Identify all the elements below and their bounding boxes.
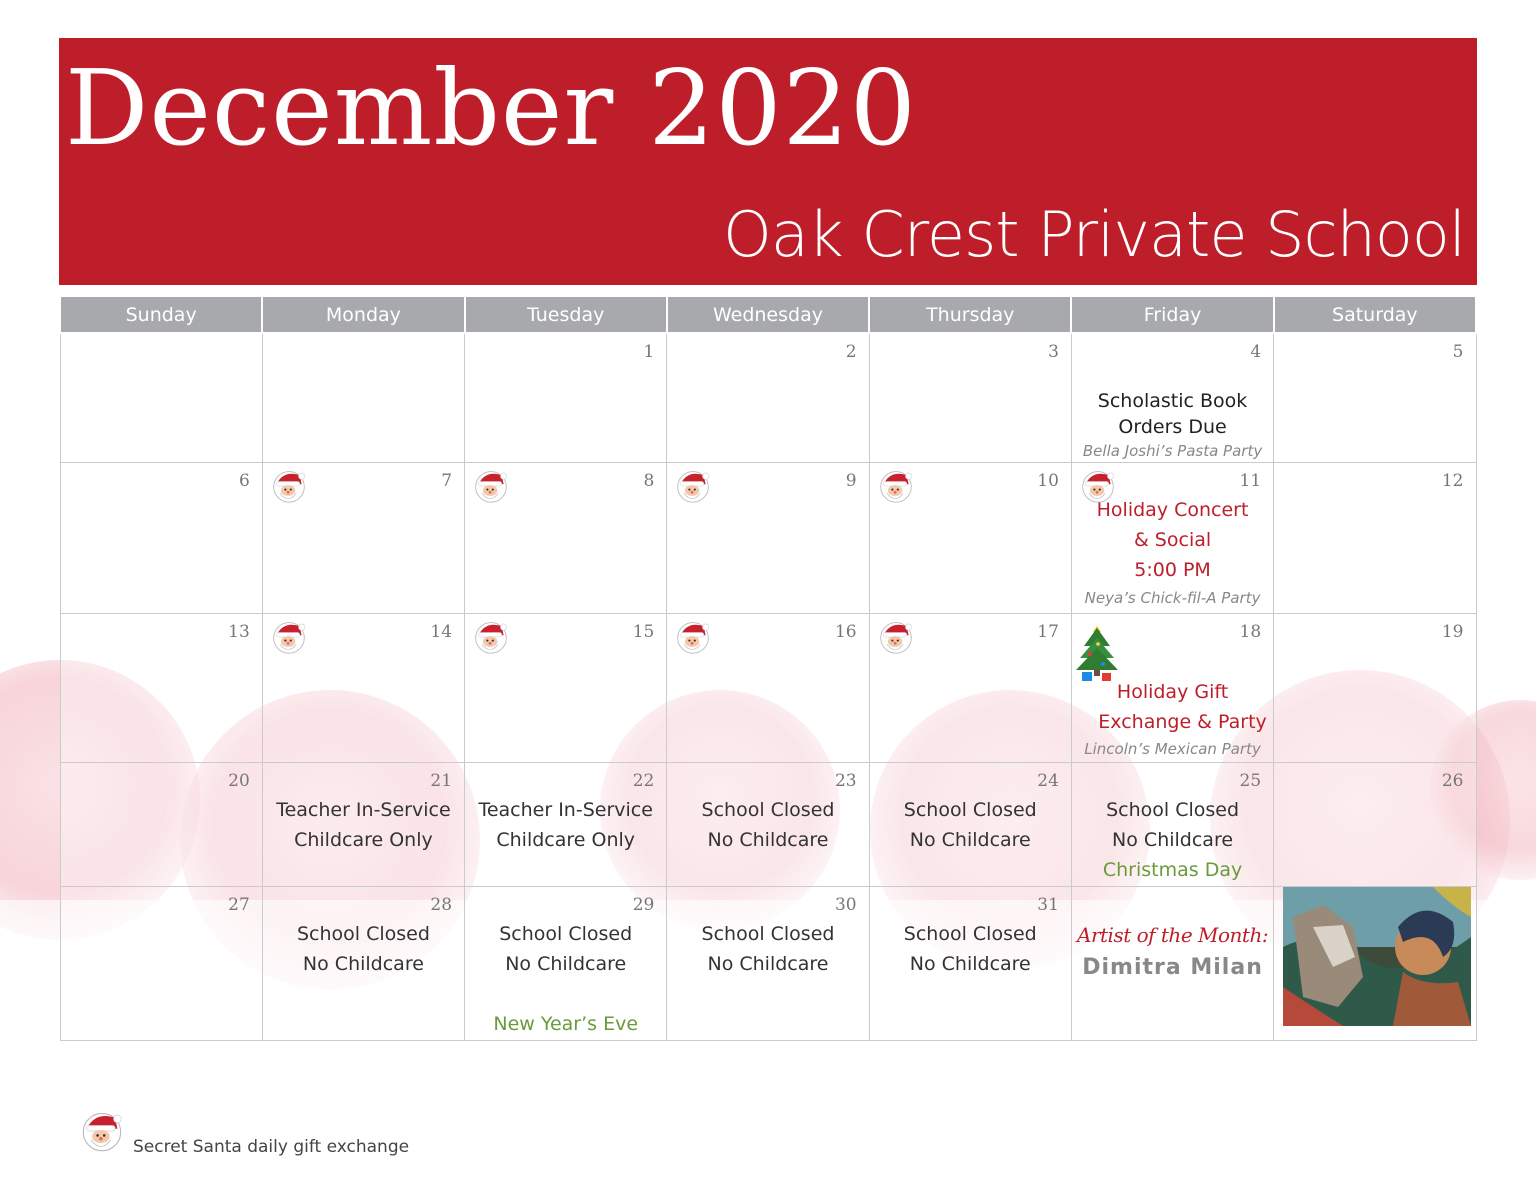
day-number: 11 — [1239, 471, 1262, 491]
day-number: 10 — [1037, 471, 1059, 491]
event-text: & Social — [1133, 529, 1212, 551]
day-number: 14 — [430, 622, 453, 642]
school-name: Oak Crest Private School — [723, 198, 1465, 271]
event-text: 5:00 PM — [1134, 559, 1211, 581]
day-cell-9 — [667, 463, 869, 614]
event-text: School Closed — [903, 923, 1037, 945]
artwork-image — [1283, 887, 1471, 1026]
artist-name: Dimitra Milan — [1082, 955, 1263, 980]
day-cell-3 — [869, 333, 1071, 463]
weekday-monday: Monday — [262, 296, 464, 333]
day-number: 25 — [1239, 771, 1262, 791]
day-cell-7 — [262, 463, 464, 614]
day-number: 19 — [1441, 622, 1464, 642]
santa-icon — [473, 619, 509, 655]
day-number: 31 — [1037, 895, 1059, 915]
day-cell-21 — [262, 763, 464, 887]
party-note: Neya’s Chick-fil-A Party — [1084, 589, 1261, 607]
day-number: 28 — [430, 895, 453, 915]
day-cell-29 — [465, 887, 667, 1041]
day-number: 15 — [632, 622, 655, 642]
day-cell-19 — [1274, 614, 1476, 763]
header-banner — [59, 38, 1477, 285]
event-text: School Closed — [296, 923, 430, 945]
day-number: 5 — [1452, 342, 1464, 362]
day-cell-empty — [262, 333, 464, 463]
day-cell-5 — [1274, 333, 1476, 463]
day-cell-16 — [667, 614, 869, 763]
party-note: Bella Joshi’s Pasta Party — [1082, 442, 1263, 460]
event-text: No Childcare — [302, 953, 424, 975]
day-cell-12 — [1274, 463, 1476, 614]
day-cell-23 — [667, 763, 869, 887]
day-number: 17 — [1037, 622, 1059, 642]
day-number: 8 — [643, 471, 655, 491]
week-row-3 — [60, 614, 1476, 763]
calendar-grid — [59, 295, 1477, 1041]
day-cell-4 — [1071, 333, 1273, 463]
day-cell-17 — [869, 614, 1071, 763]
event-text: Holiday Gift — [1116, 681, 1229, 703]
event-text: No Childcare — [707, 953, 829, 975]
day-cell-28 — [262, 887, 464, 1041]
event-text: Orders Due — [1118, 416, 1227, 438]
day-number: 7 — [441, 471, 453, 491]
day-cell-8 — [465, 463, 667, 614]
day-number: 9 — [845, 471, 857, 491]
day-cell-20 — [60, 763, 262, 887]
day-cell-1 — [465, 333, 667, 463]
day-cell-2 — [667, 333, 869, 463]
day-cell-empty — [60, 333, 262, 463]
artist-of-month-cell — [1071, 887, 1273, 1041]
weekday-wednesday: Wednesday — [667, 296, 869, 333]
week-row-5 — [60, 887, 1476, 1041]
weekday-tuesday: Tuesday — [465, 296, 667, 333]
week-row-2 — [60, 463, 1476, 614]
day-cell-11 — [1071, 463, 1273, 614]
day-cell-30 — [667, 887, 869, 1041]
event-text: No Childcare — [707, 829, 829, 851]
day-number: 26 — [1441, 771, 1464, 791]
artist-heading: Artist of the Month: — [1077, 923, 1269, 947]
day-number: 24 — [1037, 771, 1059, 791]
day-cell-13 — [60, 614, 262, 763]
event-text: Childcare Only — [294, 829, 433, 851]
event-text: No Childcare — [909, 953, 1031, 975]
day-number: 29 — [632, 895, 655, 915]
event-text: Exchange & Party — [1098, 711, 1267, 733]
day-number: 3 — [1048, 342, 1059, 362]
santa-icon — [675, 468, 711, 504]
event-text: Teacher In-Service — [478, 799, 653, 821]
day-cell-14 — [262, 614, 464, 763]
day-number: 23 — [834, 771, 857, 791]
santa-icon — [878, 468, 914, 504]
day-number: 21 — [430, 771, 453, 791]
week-row-4 — [60, 763, 1476, 887]
santa-icon — [878, 619, 914, 655]
event-text: Teacher In-Service — [276, 799, 451, 821]
day-number: 6 — [238, 471, 250, 491]
day-cell-15 — [465, 614, 667, 763]
month-title: December 2020 — [65, 47, 917, 169]
holiday-label: Christmas Day — [1102, 859, 1243, 881]
event-text: Scholastic Book — [1097, 390, 1248, 412]
event-text: School Closed — [903, 799, 1037, 821]
day-number: 27 — [228, 895, 250, 915]
day-number: 13 — [228, 622, 250, 642]
christmas-tree-icon — [1074, 620, 1120, 682]
day-cell-24 — [869, 763, 1071, 887]
holiday-label: New Year’s Eve — [493, 1013, 639, 1035]
day-cell-26 — [1274, 763, 1476, 887]
event-text: School Closed — [701, 923, 835, 945]
weekday-saturday: Saturday — [1274, 296, 1476, 333]
event-text: Childcare Only — [496, 829, 636, 851]
day-number: 20 — [228, 771, 250, 791]
day-cell-31 — [869, 887, 1071, 1041]
santa-icon — [271, 619, 307, 655]
day-cell-6 — [60, 463, 262, 614]
day-cell-25 — [1071, 763, 1273, 887]
event-text: School Closed — [1106, 799, 1240, 821]
event-text: No Childcare — [505, 953, 627, 975]
santa-icon — [271, 468, 307, 504]
event-text: Holiday Concert — [1096, 499, 1249, 521]
party-note: Lincoln’s Mexican Party — [1084, 740, 1261, 758]
day-number: 16 — [834, 622, 857, 642]
event-text: School Closed — [499, 923, 633, 945]
day-cell-10 — [869, 463, 1071, 614]
day-number: 12 — [1441, 471, 1464, 491]
event-text: No Childcare — [1112, 829, 1234, 851]
day-number: 22 — [632, 771, 655, 791]
santa-icon — [473, 468, 509, 504]
week-row-1 — [60, 333, 1476, 463]
event-text: No Childcare — [909, 829, 1031, 851]
event-text: School Closed — [701, 799, 835, 821]
day-number: 30 — [834, 895, 857, 915]
day-cell-27 — [60, 887, 262, 1041]
santa-icon — [80, 1107, 124, 1155]
weekday-sunday: Sunday — [60, 296, 262, 333]
day-number: 1 — [643, 342, 655, 362]
day-cell-18 — [1071, 614, 1273, 763]
legend-text: Secret Santa daily gift exchange — [133, 1137, 410, 1157]
weekday-friday: Friday — [1071, 296, 1273, 333]
day-cell-22 — [465, 763, 667, 887]
santa-icon — [675, 619, 711, 655]
day-number: 18 — [1239, 622, 1262, 642]
day-number: 2 — [845, 342, 857, 362]
day-number: 4 — [1250, 342, 1262, 362]
weekday-header-row — [60, 296, 1476, 333]
artwork-cell — [1274, 887, 1476, 1041]
weekday-thursday: Thursday — [869, 296, 1071, 333]
